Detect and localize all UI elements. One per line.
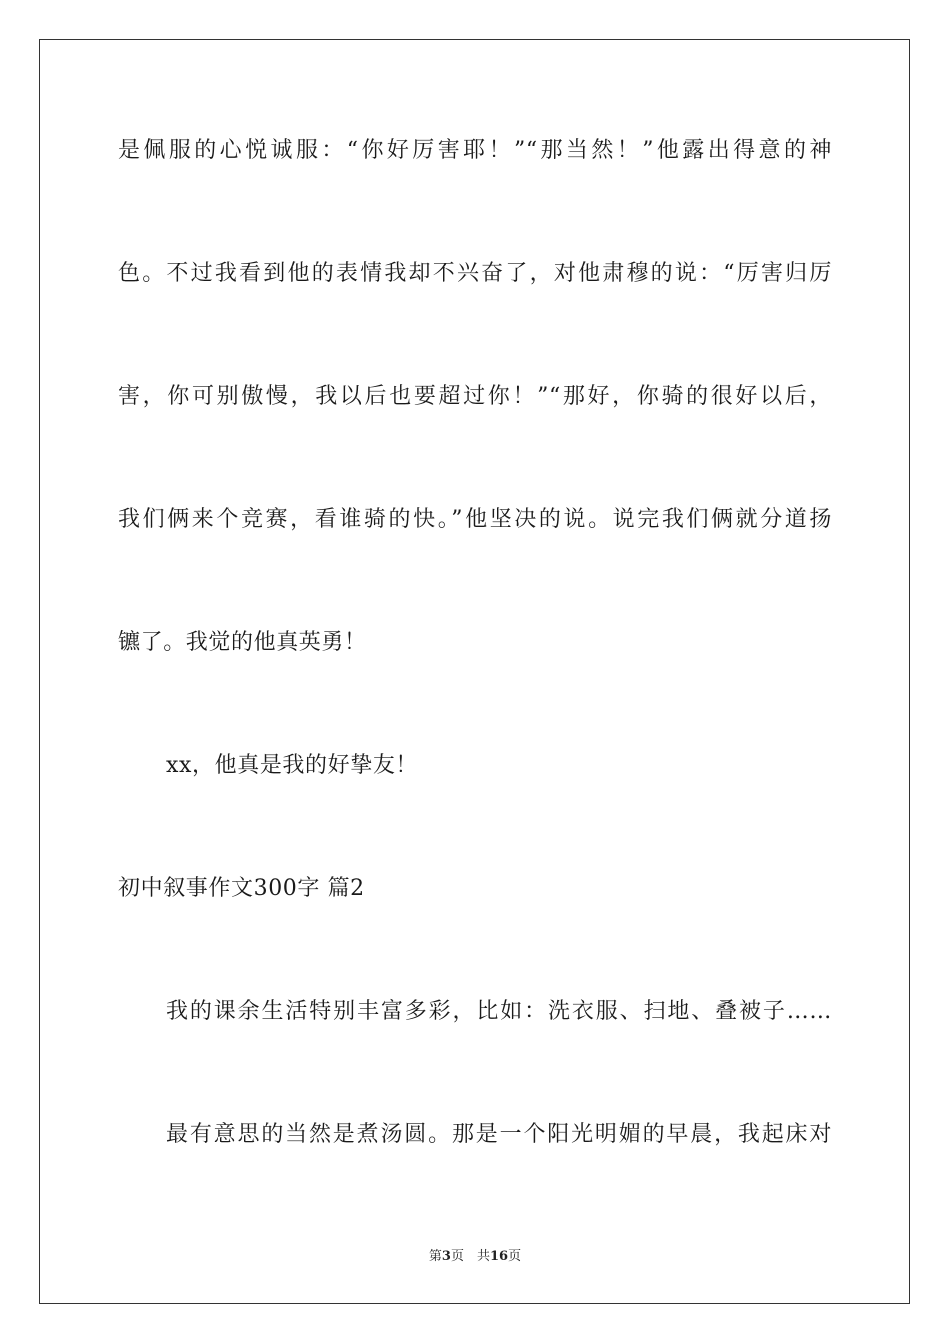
footer-mid: 页 共 (450, 1249, 490, 1264)
paragraph-3-line-1: 最有意思的当然是煮汤圆。那是一个阳光明媚的早晨，我起床对 (166, 1122, 832, 1147)
footer-page-number: 3 (441, 1249, 451, 1264)
body-line-5: 镳了。我觉的他真英勇！ (118, 630, 367, 655)
footer-total-pages: 16 (489, 1249, 509, 1264)
footer-suffix: 页 (508, 1249, 522, 1264)
page-border (39, 39, 910, 1304)
page-footer (0, 1248, 950, 1266)
footer-prefix: 第 (428, 1249, 442, 1264)
paragraph-closing: xx，他真是我的好挚友！ (166, 753, 419, 778)
body-line-1: 是佩服的心悦诚服：“你好厉害耶！”“那当然！”他露出得意的神 (118, 138, 832, 163)
body-line-3: 害，你可别傲慢，我以后也要超过你！”“那好，你骑的很好以后， (118, 384, 832, 409)
body-line-4: 我们俩来个竞赛，看谁骑的快。”他坚决的说。说完我们俩就分道扬 (118, 507, 832, 532)
paragraph-2-line-1: 我的课余生活特别丰富多彩，比如：洗衣服、扫地、叠被子…… (166, 999, 832, 1024)
body-line-2: 色。不过我看到他的表情我却不兴奋了，对他肃穆的说：“厉害归厉 (118, 261, 832, 286)
section-title: 初中叙事作文300字 篇2 (118, 876, 365, 901)
